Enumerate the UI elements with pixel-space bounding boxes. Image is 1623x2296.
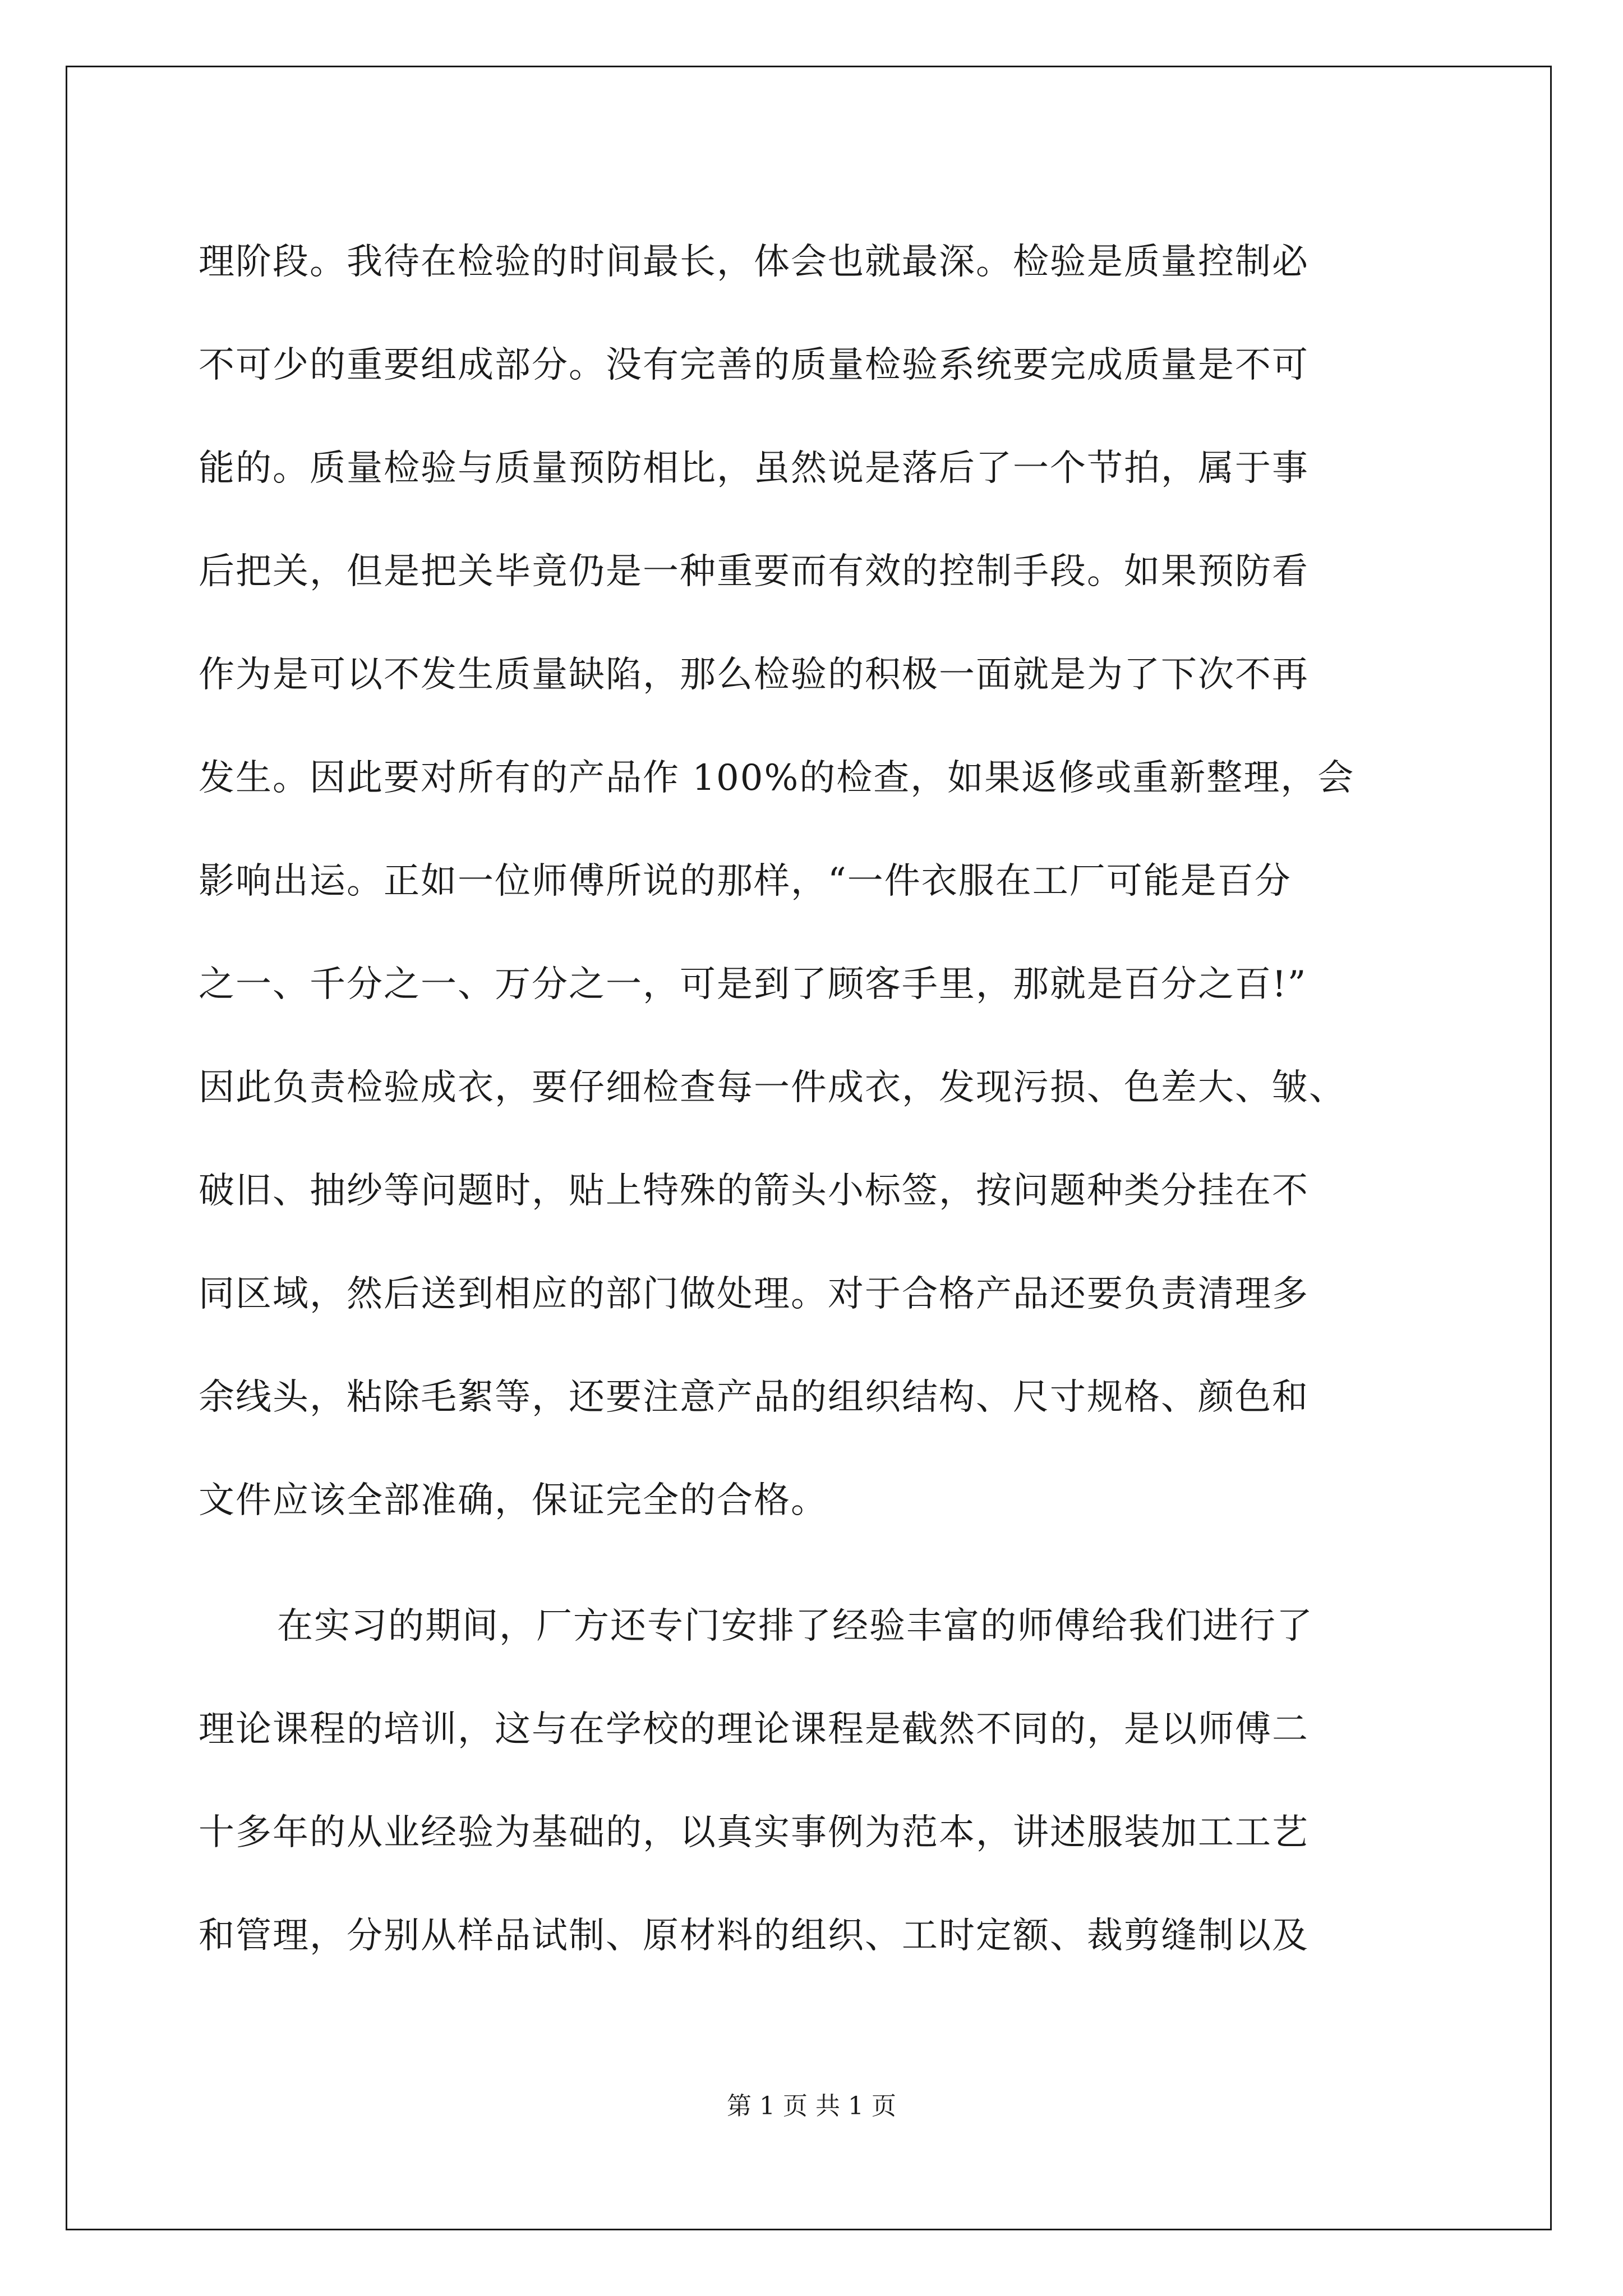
- text-line: 和管理，分别从样品试制、原材料的组织、工时定额、裁剪缝制以及: [199, 1915, 1309, 1957]
- page-number: 第 1 页 共 1 页: [727, 2092, 896, 2120]
- text-line: 余线头，粘除毛絮等，还要注意产品的组织结构、尺寸规格、颜色和: [199, 1377, 1309, 1418]
- text-line: 同区域，然后送到相应的部门做处理。对于合格产品还要负责清理多: [199, 1273, 1309, 1315]
- text-line: 发生。因此要对所有的产品作 100%的检查，如果返修或重新整理，会: [199, 757, 1355, 799]
- text-line: 不可少的重要组成部分。没有完善的质量检验系统要完成质量是不可: [199, 344, 1309, 386]
- text-line: 影响出运。正如一位师傅所说的那样，“一件衣服在工厂可能是百分: [199, 861, 1292, 902]
- text-line: 后把关，但是把关毕竟仍是一种重要而有效的控制手段。如果预防看: [199, 551, 1309, 592]
- paragraph-gap: [199, 1552, 1415, 1575]
- paragraph-1: [199, 210, 1415, 1552]
- page-footer: [0, 2086, 1623, 2122]
- document-body: [199, 210, 1415, 1987]
- text-line: 之一、千分之一、万分之一，可是到了顾客手里，那就是百分之百!”: [199, 964, 1307, 1005]
- text-line: 能的。质量检验与质量预防相比，虽然说是落后了一个节拍，属于事: [199, 448, 1309, 489]
- paragraph-2: [199, 1575, 1415, 1987]
- text-line: 作为是可以不发生质量缺陷，那么检验的积极一面就是为了下次不再: [199, 654, 1309, 696]
- text-line: 理论课程的培训，这与在学校的理论课程是截然不同的，是以师傅二: [199, 1709, 1309, 1750]
- text-line: 文件应该全部准确，保证完全的合格。: [199, 1480, 828, 1521]
- text-line: 理阶段。我待在检验的时间最长，体会也就最深。检验是质量控制必: [199, 241, 1309, 283]
- text-line: 因此负责检验成衣，要仔细检查每一件成衣，发现污损、色差大、皱、: [199, 1067, 1346, 1108]
- text-line: 十多年的从业经验为基础的，以真实事例为范本，讲述服装加工工艺: [199, 1812, 1309, 1853]
- text-line: 破旧、抽纱等问题时，贴上特殊的箭头小标签，按问题种类分挂在不: [199, 1170, 1309, 1212]
- text-line-first: 在实习的期间，厂方还专门安排了经验丰富的师傅给我们进行了: [277, 1605, 1313, 1647]
